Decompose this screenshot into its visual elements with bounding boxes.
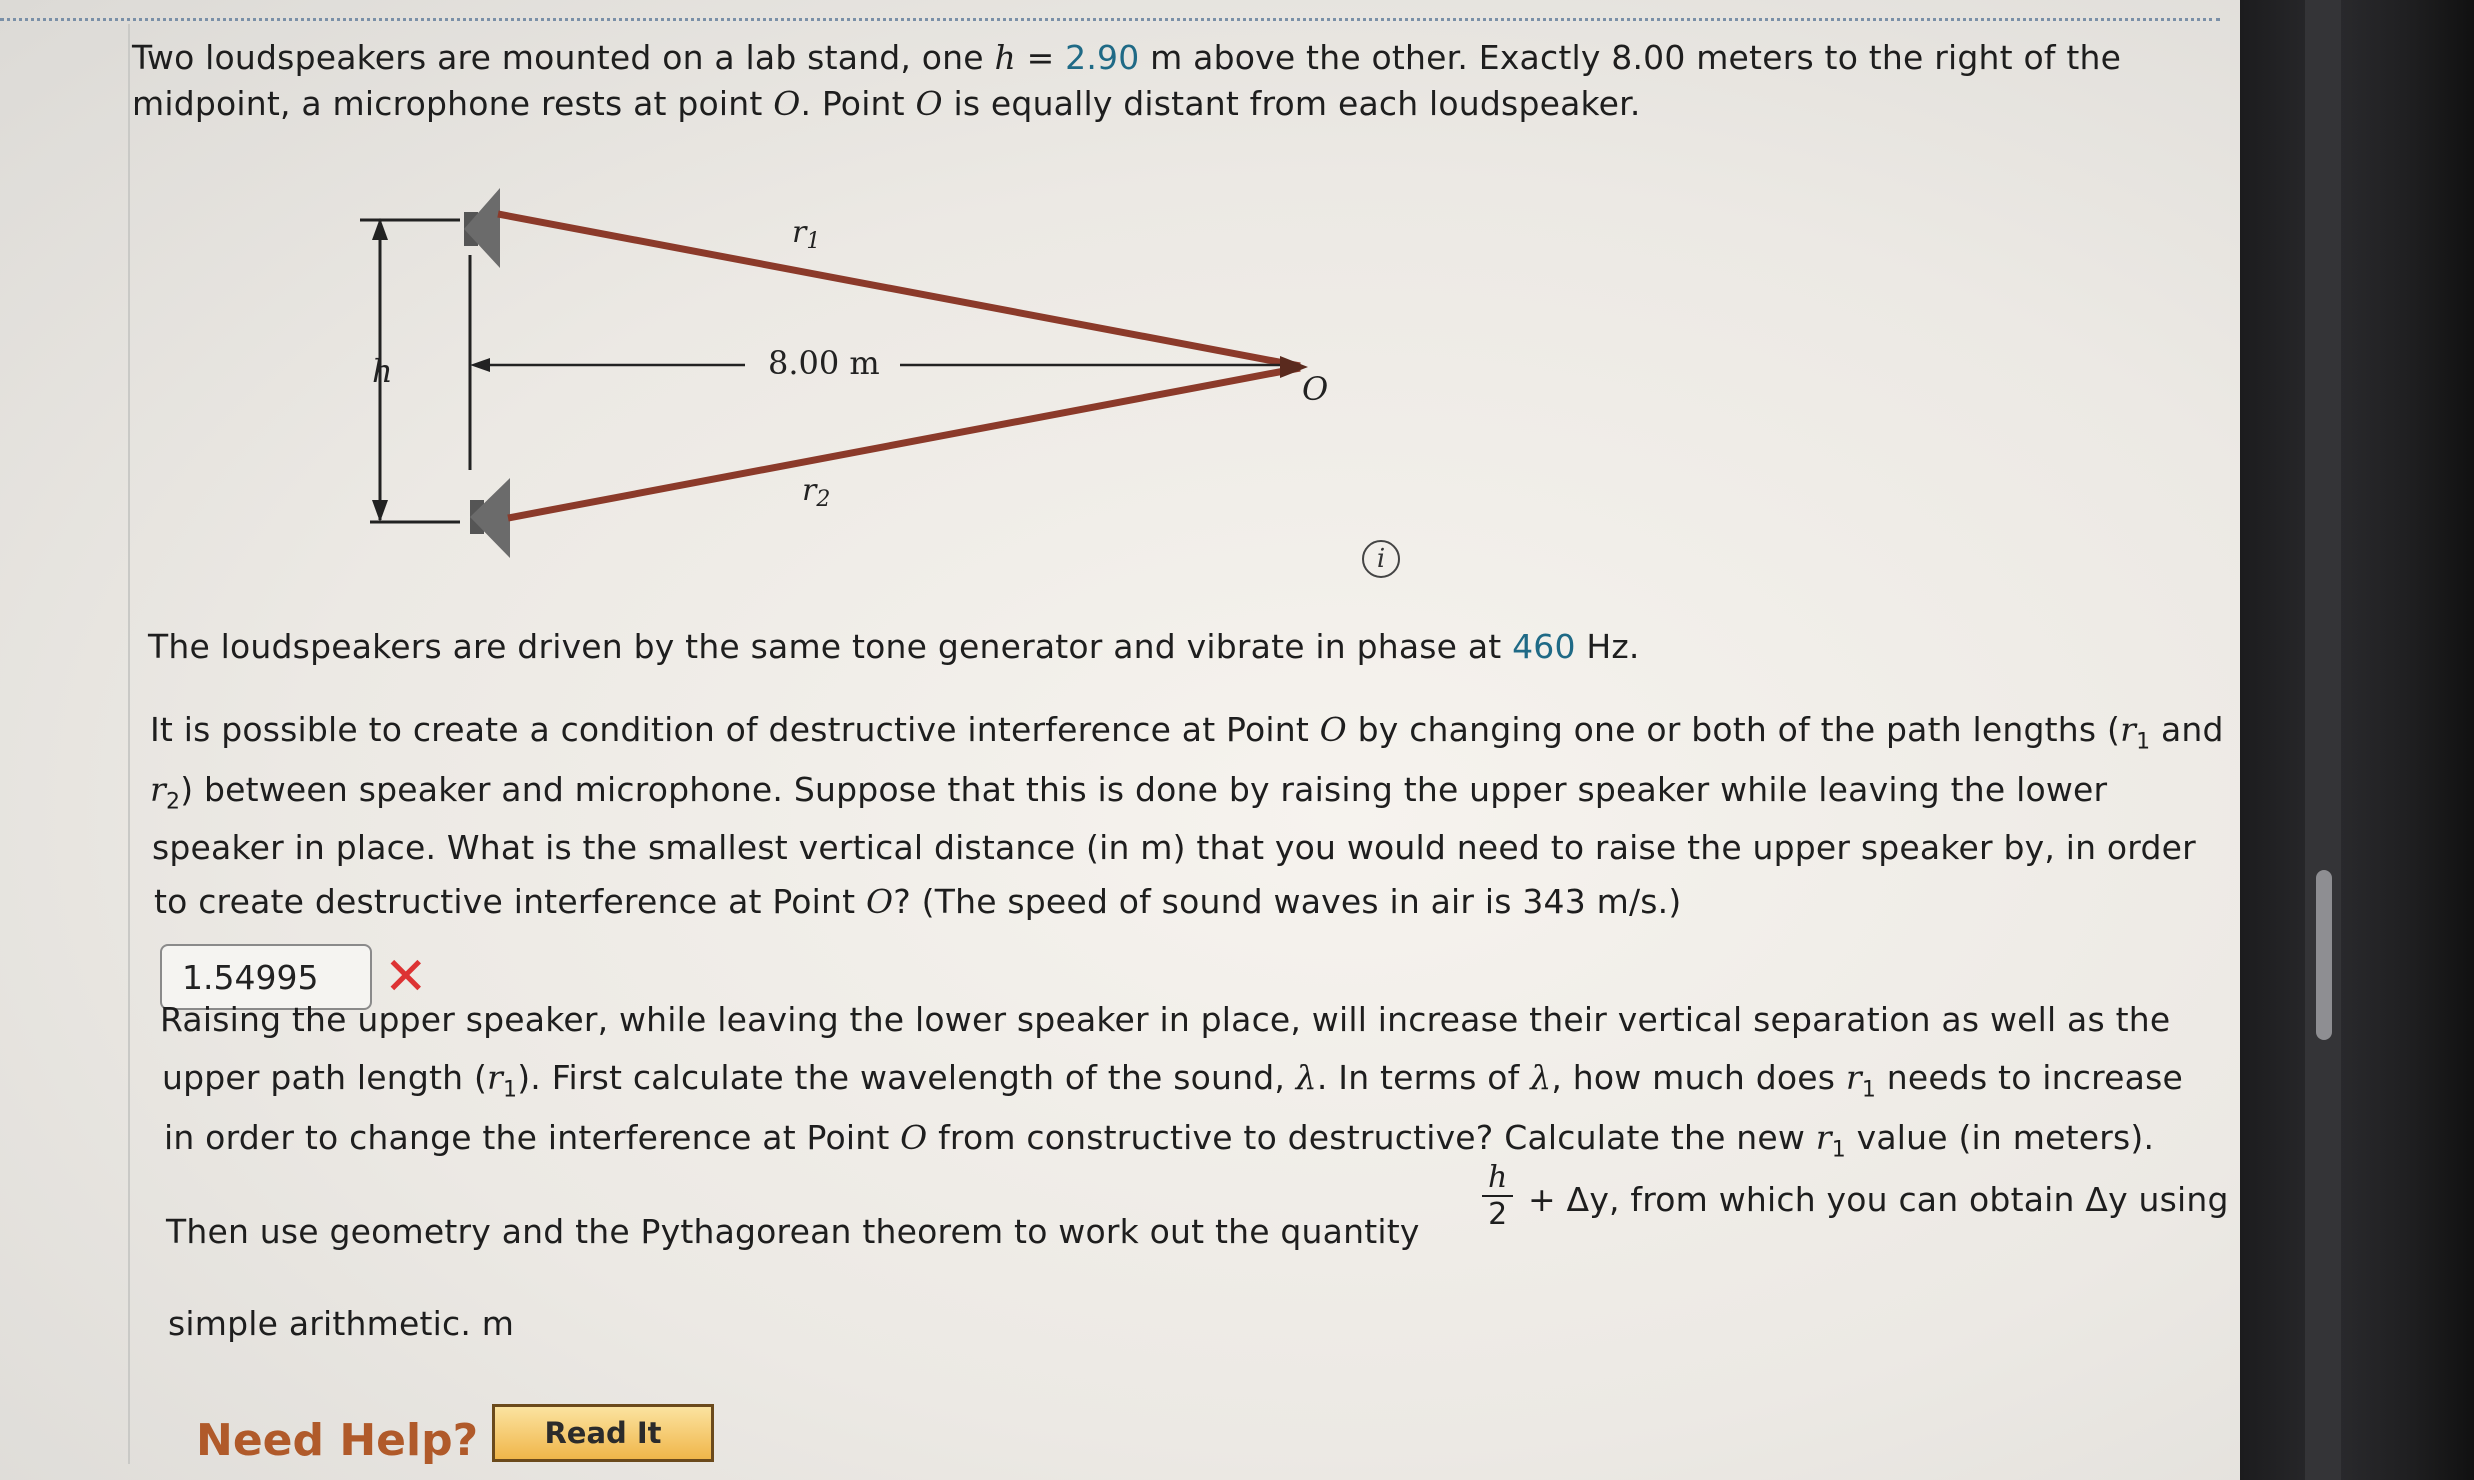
path-r1 (498, 214, 1300, 366)
read-it-button[interactable]: Read It (492, 1404, 714, 1462)
path-r2 (508, 368, 1300, 518)
label-O: O (1302, 370, 1329, 408)
need-help-label: Need Help? (196, 1415, 479, 1466)
frequency-text: The loudspeakers are driven by the same tone generator and vibrate in phase at 460 Hz. (148, 627, 1640, 666)
scrollbar-thumb[interactable] (2316, 870, 2332, 1040)
intro-line-1: Two loudspeakers are mounted on a lab stand, one h = 2.90 m above the other. Exactly 8.00 meters to the right of the (132, 38, 2122, 77)
device-bezel (2240, 0, 2474, 1480)
info-icon[interactable]: i (1362, 540, 1400, 578)
label-distance: 8.00 m (768, 344, 880, 382)
feedback-line-5: simple arithmetic. m (168, 1304, 515, 1343)
frequency-value: 460 (1512, 627, 1576, 666)
question-line-3: speaker in place. What is the smallest vertical distance (in m) that you would need to raise the upper speaker by, in order (152, 828, 2196, 867)
h-value: 2.90 (1065, 38, 1140, 77)
answer-input[interactable]: 1.54995 (160, 944, 372, 1010)
scrollbar-track[interactable] (2305, 0, 2341, 1480)
intro-line-2: midpoint, a microphone rests at point O. Point O is equally distant from each loudspeaker. (132, 84, 1641, 123)
top-divider (0, 18, 2220, 21)
question-line-4: to create destructive interference at Point O? (The speed of sound waves in air is 343 m/s.) (154, 882, 1682, 921)
question-line-2: $r_2$) between speaker and microphone. Suppose that this is done by raising the upper speaker while leaving the lower (150, 770, 2108, 815)
incorrect-x-icon: ✕ (384, 947, 428, 1007)
lower-speaker-icon (470, 478, 510, 558)
speaker-diagram (340, 160, 1380, 580)
feedback-line-4a: Then use geometry and the Pythagorean theorem to work out the quantity (166, 1212, 1420, 1251)
fraction-h-over-2: $\frac{h}{2}$ (1482, 1160, 1513, 1232)
label-r1: $r_1$ (792, 215, 821, 254)
feedback-line-4b: + Δy, from which you can obtain Δy using (1528, 1180, 2229, 1219)
question-line-1: It is possible to create a condition of destructive interference at Point O by changing one or both of the path lengths ($r_1$ and (150, 710, 2224, 755)
feedback-line-3: in order to change the interference at Point O from constructive to destructive? Calculate the new $r_1$ value (in meters). (164, 1118, 2155, 1163)
feedback-line-1: Raising the upper speaker, while leaving the lower speaker in place, will increase their vertical separation as well as the (160, 1000, 2171, 1039)
label-h: h (372, 352, 393, 390)
feedback-line-2: upper path length $(r_1)$. First calculate the wavelength of the sound, λ. In terms of λ, how much does $r_1$ needs to increase (162, 1058, 2183, 1103)
label-r2: $r_2$ (802, 473, 831, 512)
